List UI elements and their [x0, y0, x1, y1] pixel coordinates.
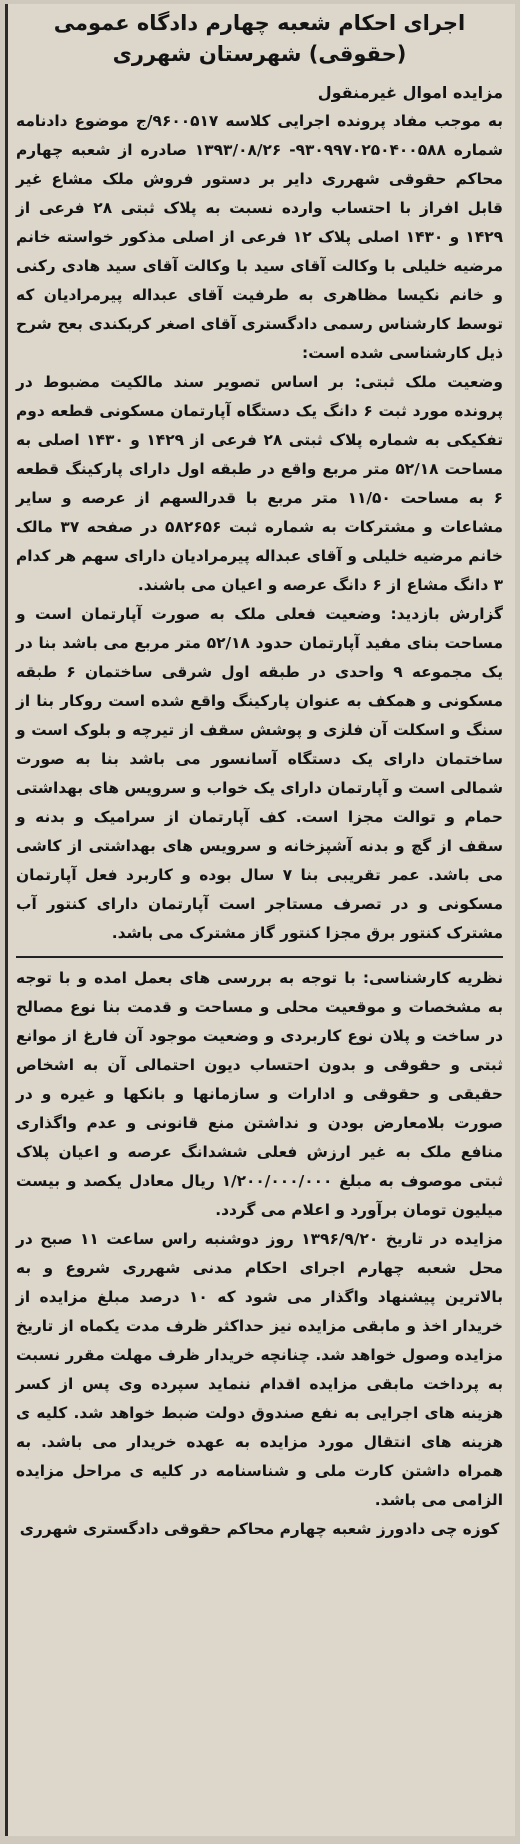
notice-subheading: مزایده اموال غیرمنقول — [317, 83, 503, 102]
notice-signature: کوزه چی دادورز شعبه چهارم محاکم حقوقی دادگستری شهرری — [19, 1520, 500, 1538]
notice-column — [8, 4, 515, 1544]
notice-paragraph-registry: وضعیت ملک ثبتی: بر اساس تصویر سند مالکیت مضبوط در پرونده مورد ثبت ۶ دانگ یک دستگاه آپارتمان مسکونی قطعه دوم تفکیکی به شماره پلاک ثبتی ۲۸ فرعی از ۱۴۲۹ و ۱۴۳۰ اصلی به مساحت ۵۲/۱۸ متر مربع واقع در طبقه اول دارای پارکینگ قطعه ۶ به مساحت ۱۱/۵۰ متر مربع با قدرالسهم از عرصه و سایر مشاعات و مشترکات به شماره ثبت ۵۸۲۶۵۶ در صفحه ۳۷ مالک خانم مرضیه خلیلی و آقای عبداله پیرمرادیان دارای سهم هر کدام ۳ دانگ مشاع از ۶ دانگ عرصه و اعیان می باشند. — [16, 373, 504, 594]
notice-paragraph-auction-terms: مزایده در تاریخ ۱۳۹۶/۹/۲۰ روز دوشنبه راس ساعت ۱۱ صبح در محل شعبه چهارم اجرای احکام مدنی شهرری شروع و به بالاترین پیشنهاد واگذار می شود که ۱۰ درصد مبلغ مزایده از خریدار اخذ و مابقی مزایده نیز حداکثر ظرف مدت یکماه از تاریخ مزایده وصول خواهد شد. چنانچه خریدار ظرف مهلت مقرر نسبت به پرداخت مابقی مزایده اقدام ننماید سپرده وی پس از کسر هزینه های اجرایی به نفع صندوق دولت ضبط خواهد شد. کلیه ی هزینه های انتقال مورد مزایده به عهده خریدار می باشد. به همراه داشتن کارت ملی و شناسنامه در کلیه ی مراحل مزایده الزامی می باشد. — [16, 1230, 503, 1509]
notice-paragraph-expert-opinion: نظریه کارشناسی: با توجه به بررسی های بعمل امده و با توجه به مشخصات و موقعیت محلی و مساحت و قدمت بنا نوع مصالح در ساخت و پلان نوع کاربردی و وضعیت موجود آن فارغ از موانع ثبتی و حقوقی و بدون احتساب دیون احتمالی آن به اشخاص حقیقی و حقوقی و ادارات و سازمانها و بانکها و غیره و در صورت بلامعارض بودن و نداشتن منع قانونی و عدم واگذاری منافع ملک به غیر ارزش فعلی ششدانگ عرصه و اعیان پلاک ثبتی موصوف به مبلغ ۱/۲۰۰/۰۰۰/۰۰۰ ریال معادل یکصد و بیست میلیون تومان برآورد و اعلام می گردد. — [16, 969, 503, 1219]
notice-paragraph-inspection: گزارش بازدید: وضعیت فعلی ملک به صورت آپارتمان است و مساحت بنای مفید آپارتمان حدود ۵۲/۱۸ متر مربع می باشد بنا در یک مجموعه ۹ واحدی در طبقه اول شرقی ساختمان ۶ طبقه مسکونی و همکف به عنوان پارکینگ واقع شده است روکار بنا از سنگ و اسکلت آن فلزی و پوشش سقف از تیرچه و بلوک است و ساختمان دارای یک دستگاه آسانسور می باشد بنا به صورت شمالی است و آپارتمان دارای یک خواب و سرویس های بهداشتی حمام و توالت مجزا است. کف آپارتمان از سرامیک و بدنه و سقف از گچ و بدنه آشپزخانه و سرویس های بهداشتی از کاشی می باشد. عمر تقریبی بنا ۷ سال بوده و کاربرد فعل آپارتمان مسکونی و در تصرف مستاجر است آپارتمان دارای کنتور آب مشترک کنتور برق مجزا کنتور گاز مشترک می باشد. — [16, 605, 503, 942]
newspaper-clipping — [5, 4, 515, 1836]
column-divider — [16, 956, 503, 958]
notice-paragraph-intro: به موجب مفاد پرونده اجرایی کلاسه ۹۶۰۰۵۱۷/ج موضوع دادنامه شماره ۹۳۰۹۹۷۰۲۵۰۴۰۰۵۸۸- ۱۳۹۳/۰۸/۲۶ صادره از شعبه چهارم محاکم حقوقی شهرری دایر بر دستور فروش ملک مشاع غیر قابل افراز با احتساب وارده نسبت به پلاک ثبتی ۲۸ فرعی از ۱۴۲۹ و ۱۴۳۰ اصلی پلاک ۱۲ فرعی از اصلی مذکور خواسته خانم مرضیه خلیلی با وکالت آقای سید با وکالت آقای سید هادی رکنی و خانم نکیسا مظاهری به طرفیت آقای عبداله پیرمرادیان که توسط کارشناس رسمی دادگستری آقای اصغر کربکندی بعح شرح ذیل کارشناسی شده است: — [16, 112, 503, 362]
notice-heading: اجرای احکام شعبه چهارم دادگاه عمومی (حقوقی) شهرستان شهرری — [53, 11, 466, 66]
